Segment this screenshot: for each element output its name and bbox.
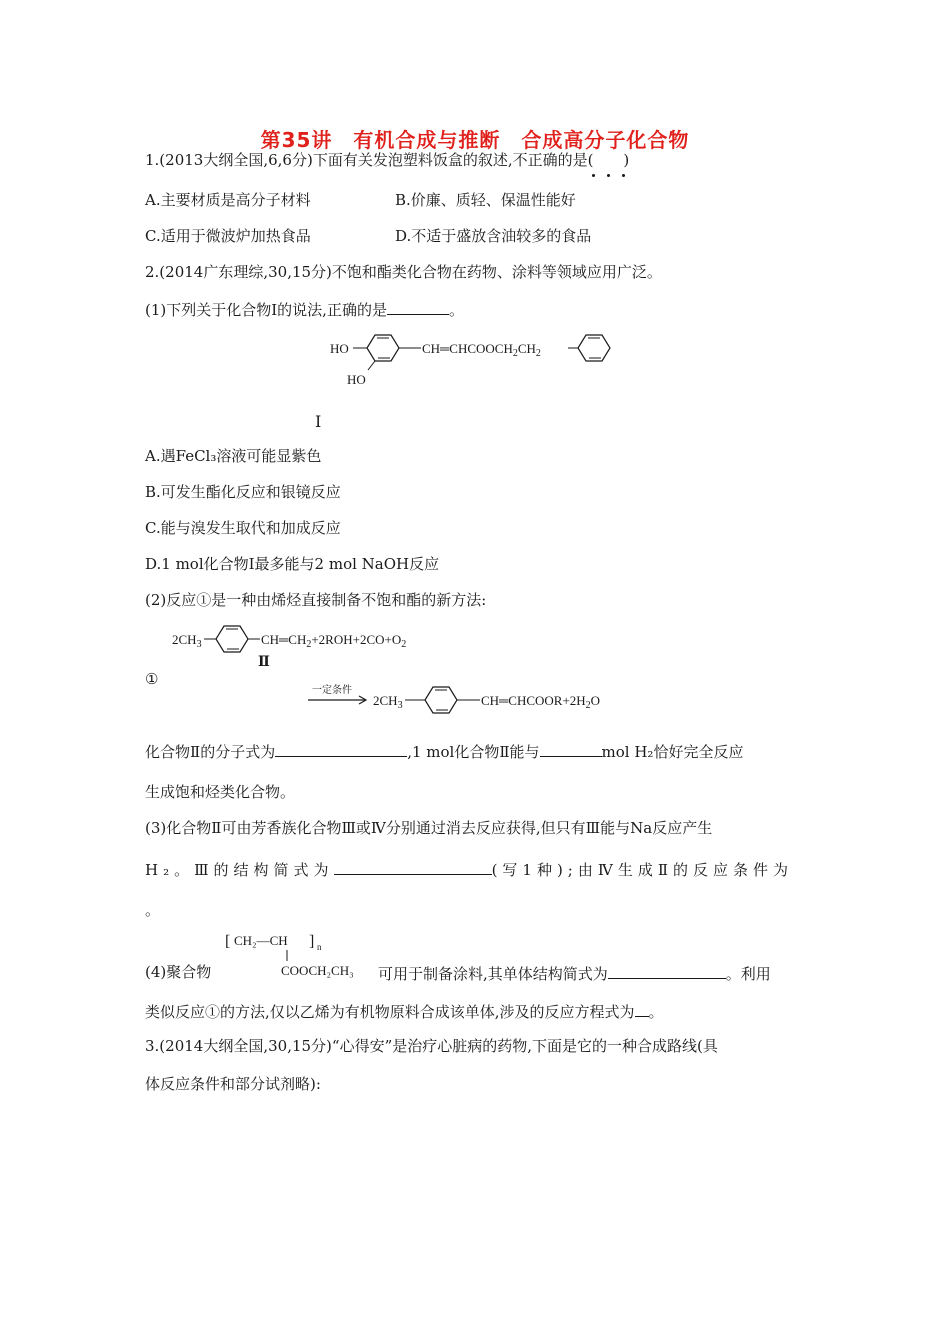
q2-part4-line2 xyxy=(145,1000,664,1022)
q2-part2-text-c: mol H₂恰好完全反应 xyxy=(601,743,744,761)
q2-part2-text-b: ,1 mol化合物Ⅱ能与 xyxy=(407,743,540,761)
q2-option-b: B.可发生酯化反应和银镜反应 xyxy=(145,483,341,501)
benzene-ring-icon xyxy=(578,335,610,361)
q2-option-c: C.能与溴发生取代和加成反应 xyxy=(145,519,341,537)
reactant-coef: $2CH_3$ xyxy=(172,632,202,650)
reactant-chain: $CH═CH_2+2ROH+2CO+O_2$ xyxy=(261,632,407,650)
emphasis-dot xyxy=(607,174,610,177)
q2-part4-label: (4)聚合物 xyxy=(145,963,212,981)
q2-part1-text: (1)下列关于化合物Ⅰ的说法,正确的是 xyxy=(145,301,387,319)
answer-blank xyxy=(387,298,449,315)
q2-stem: 2.(2014广东理综,30,15分)不饱和酯类化合物在药物、涂料等领域应用广泛。 xyxy=(145,263,662,281)
answer-blank xyxy=(275,740,407,757)
q3-line2: 体反应条件和部分试剂略): xyxy=(145,1075,321,1093)
reaction-1-equation xyxy=(140,620,660,720)
polymer-structure xyxy=(225,928,354,980)
ho-top-label: HO xyxy=(330,341,349,356)
q2-part4-line1 xyxy=(378,962,771,984)
reaction-number: ① xyxy=(145,672,159,688)
q2-part2-line1 xyxy=(145,740,743,762)
q2-part2-text-a: 化合物Ⅱ的分子式为 xyxy=(145,743,276,761)
chain-label: $CH═CHCOOCH_2CH_2$ xyxy=(422,341,541,359)
arrow-label: 一定条件 xyxy=(312,685,352,696)
q2-part2-line2: 生成饱和烃类化合物。 xyxy=(145,783,296,801)
polymer-n: n xyxy=(317,942,322,952)
answer-blank xyxy=(540,740,602,757)
emphasis-dot xyxy=(592,174,595,177)
q2-part3-text-a: H₂。Ⅲ的结构简式为 xyxy=(145,861,334,879)
q2-part1-end: 。 xyxy=(448,301,464,319)
polymer-top: CH₂—CH xyxy=(234,933,288,948)
q2-part4-text-b: 可用于制备涂料,其单体结构简式为 xyxy=(378,965,608,983)
q1-option-b: B.价廉、质轻、保温性能好 xyxy=(395,191,576,209)
emphasis-dot xyxy=(622,174,625,177)
answer-blank xyxy=(608,962,726,979)
product-chain: $CH═CHCOOR+2H_2O$ xyxy=(481,693,601,711)
benzene-ring-icon xyxy=(425,687,457,713)
q1-option-d: D.不适于盛放含油较多的食品 xyxy=(395,227,592,245)
polymer-bottom: COOCH₂CH₃ xyxy=(281,963,354,978)
q2-part1 xyxy=(145,298,464,320)
answer-blank xyxy=(334,858,492,875)
q3-line1: 3.(2014大纲全国,30,15分)“心得安”是治疗心脏病的药物,下面是它的一种合成路线(具 xyxy=(145,1037,718,1055)
compound-1-structure xyxy=(320,328,640,390)
ho-bottom-label: HO xyxy=(347,372,366,387)
q2-part2: (2)反应①是一种由烯烃直接制备不饱和酯的新方法: xyxy=(145,591,487,609)
q2-part3-line2 xyxy=(145,858,793,880)
benzene-ring-icon xyxy=(216,626,248,652)
page-title: 第35讲 有机合成与推断 合成高分子化合物 xyxy=(260,128,690,152)
bracket-left-icon: [ xyxy=(225,933,231,950)
benzene-ring-icon xyxy=(367,335,399,361)
q1-option-a: A.主要材质是高分子材料 xyxy=(145,191,311,209)
q2-part4-end: 。 xyxy=(648,1003,664,1021)
product-coef: $2CH_3$ xyxy=(373,693,403,711)
answer-blank xyxy=(635,1000,649,1017)
q2-option-a: A.遇FeCl₃溶液可能显紫色 xyxy=(145,447,322,465)
q2-part3-line1: (3)化合物Ⅱ可由芳香族化合物Ⅲ或Ⅳ分别通过消去反应获得,但只有Ⅲ能与Na反应产生 xyxy=(145,819,713,837)
q2-option-d: D.1 mol化合物Ⅰ最多能与2 mol NaOH反应 xyxy=(145,555,440,573)
compound-2-label: Ⅱ xyxy=(258,655,270,670)
q2-part4-text-c: 。利用 xyxy=(725,965,771,983)
q2-part3-text-b: (写1种);由Ⅳ生成Ⅱ的反应条件为 xyxy=(491,861,794,879)
q1-stem: 1.(2013大纲全国,6,6分)下面有关发泡塑料饭盒的叙述,不正确的是( ) xyxy=(145,151,630,169)
compound-1-label: Ⅰ xyxy=(315,412,322,431)
q2-part3-line3: 。 xyxy=(145,901,161,919)
bracket-right-icon: ] xyxy=(309,933,315,950)
q1-option-c: C.适用于微波炉加热食品 xyxy=(145,227,311,245)
q2-part4-text-d: 类似反应①的方法,仅以乙烯为有机物原料合成该单体,涉及的反应方程式为 xyxy=(145,1003,635,1021)
